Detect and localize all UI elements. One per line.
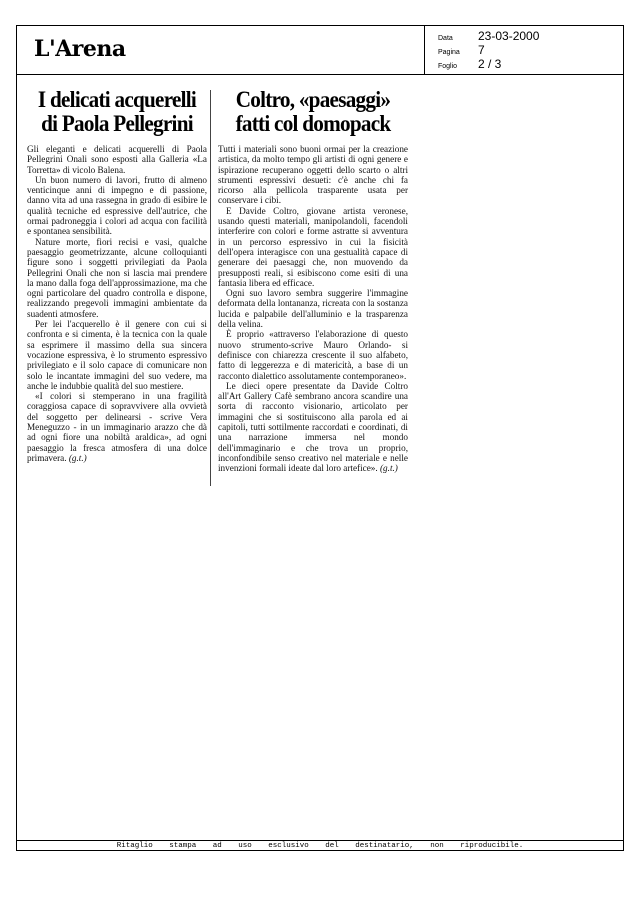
clipping-meta <box>438 29 618 71</box>
meta-value: 7 <box>478 43 485 57</box>
article-signature: (g.t.) <box>68 452 87 463</box>
article-paragraph: Un buon numero di lavori, frutto di almeno venticinque anni di impegno e di passione, danno vita ad una rassegna in grado di esibire le qualità tecniche ed espressive dell'autrice, che ormai padroneggia i colori ad acqua con facilità e spontanea sensibilità. <box>27 174 207 237</box>
meta-value: 2 / 3 <box>478 57 502 71</box>
article-paragraph: E Davide Coltro, giovane artista veronese, usando questi materiali, manipolandoli, facendoli interferire con colori e forme astratte si avventura in un percorso espressivo in cui la fisicità dell'opera interagisce con una gestualità capace di generare dei paesaggi che, non muovendo da presupposti reali, si esibiscono come esiti di una fantasia libera ed efficace. <box>218 205 408 288</box>
article-paragraph: Per lei l'acquerello è il genere con cui si confronta e si cimenta, è la tecnica con la quale sa esprimere il massimo della sua sincera vocazione espressiva, è lo strumento espressivo privilegiato e il solo capace di comunicare non solo le incantate immagini del suo vedere, ma anche le indubbie qualità del suo mestiere. <box>27 319 207 391</box>
meta-row-sheet <box>438 57 618 71</box>
article-signature: (g.t.) <box>380 463 398 474</box>
article-paragraph <box>27 391 207 463</box>
article-paragraph-text: Le dieci opere presentate da Davide Coltro all'Art Gallery Cafè sembrano ancora scandire una sorta di racconto visionario, articolato per immagini che si sostituiscono alla parola ed ai capitoli, tutti sottilmente raccordati e coordinati, di una narrazione immersa nel mondo dell'immaginario e che trova un proprio, inconfondibile senso creativo nel materiale e nelle invenzioni formali ideate dal loro artefice». <box>218 380 408 474</box>
copyright-notice: Ritaglio stampa ad uso esclusivo del destinatario, non riproducibile. <box>16 840 624 851</box>
newspaper-logo: L'Arena <box>34 36 126 62</box>
article-paragraph: Nature morte, fiori recisi e vasi, qualche paesaggio geometrizzante, alcune colloquianti figure sono i soggetti privilegiati da Paola Pellegrini Onali che non si lascia mai prendere la mano dalla foga dell'approssimazione, ma che ogni particolare del quadro controlla e dispone, realizzando pregevoli immagini ambientate da suadenti atmosfere. <box>27 236 207 319</box>
column-separator <box>210 90 211 486</box>
article-paragraph <box>218 381 408 474</box>
article-paragraph-text: «I colori si stemperano in una fragilità coraggiosa capace di sopravvivere alla ovvietà del soggetto per delinearsi - scrive Vera Meneguzzo - in un immaginario arazzo che dà ad ogni fiore una nobiltà araldica», ad ogni paesaggio la fresca atmosfera di una dolce primavera. <box>27 391 207 463</box>
article-paragraph: Ogni suo lavoro sembra suggerire l'immagine deformata della lontananza, ricreata con la sostanza lucida e palpabile dell'alluminio e la trasparenza della velina. <box>218 288 408 330</box>
meta-label: Foglio <box>438 63 458 70</box>
meta-label: Data <box>438 35 453 42</box>
article-paragraph: Tutti i materiali sono buoni ormai per la creazione artistica, da molto tempo gli artisti di ogni genere e ispirazione recuperano oggetti dello scarto o altri strumenti espressivi desueti: c'è anche chi fa ricorso alla pellicola trasparente usata per conservare i cibi. <box>218 144 408 206</box>
article-paragraph: È proprio «attraverso l'elaborazione di questo nuovo strumento-scrive Mauro Orlando- si definisce con chiarezza crescente il suo alfabeto, fatto di leggerezza e di matericità, a base di un racconto dialettico assolutamente contemporaneo». <box>218 329 408 381</box>
article-headline: Coltro, «paesaggi» fatti col domopack <box>235 87 391 136</box>
meta-label: Pagina <box>438 49 460 56</box>
article-paragraph: Gli eleganti e delicati acquerelli di Paola Pellegrini Onali sono esposti alla Galleria «La Torretta» di vicolo Balena. <box>27 144 207 175</box>
article-body <box>218 144 408 474</box>
article-body <box>27 144 207 463</box>
meta-value: 23-03-2000 <box>478 29 540 43</box>
header-divider <box>424 25 425 75</box>
meta-row-date <box>438 29 618 43</box>
meta-row-page <box>438 43 618 57</box>
article-pellegrini <box>27 88 207 463</box>
article-coltro <box>218 88 408 474</box>
article-headline: I delicati acquerelli di Paola Pellegrini <box>37 87 197 136</box>
